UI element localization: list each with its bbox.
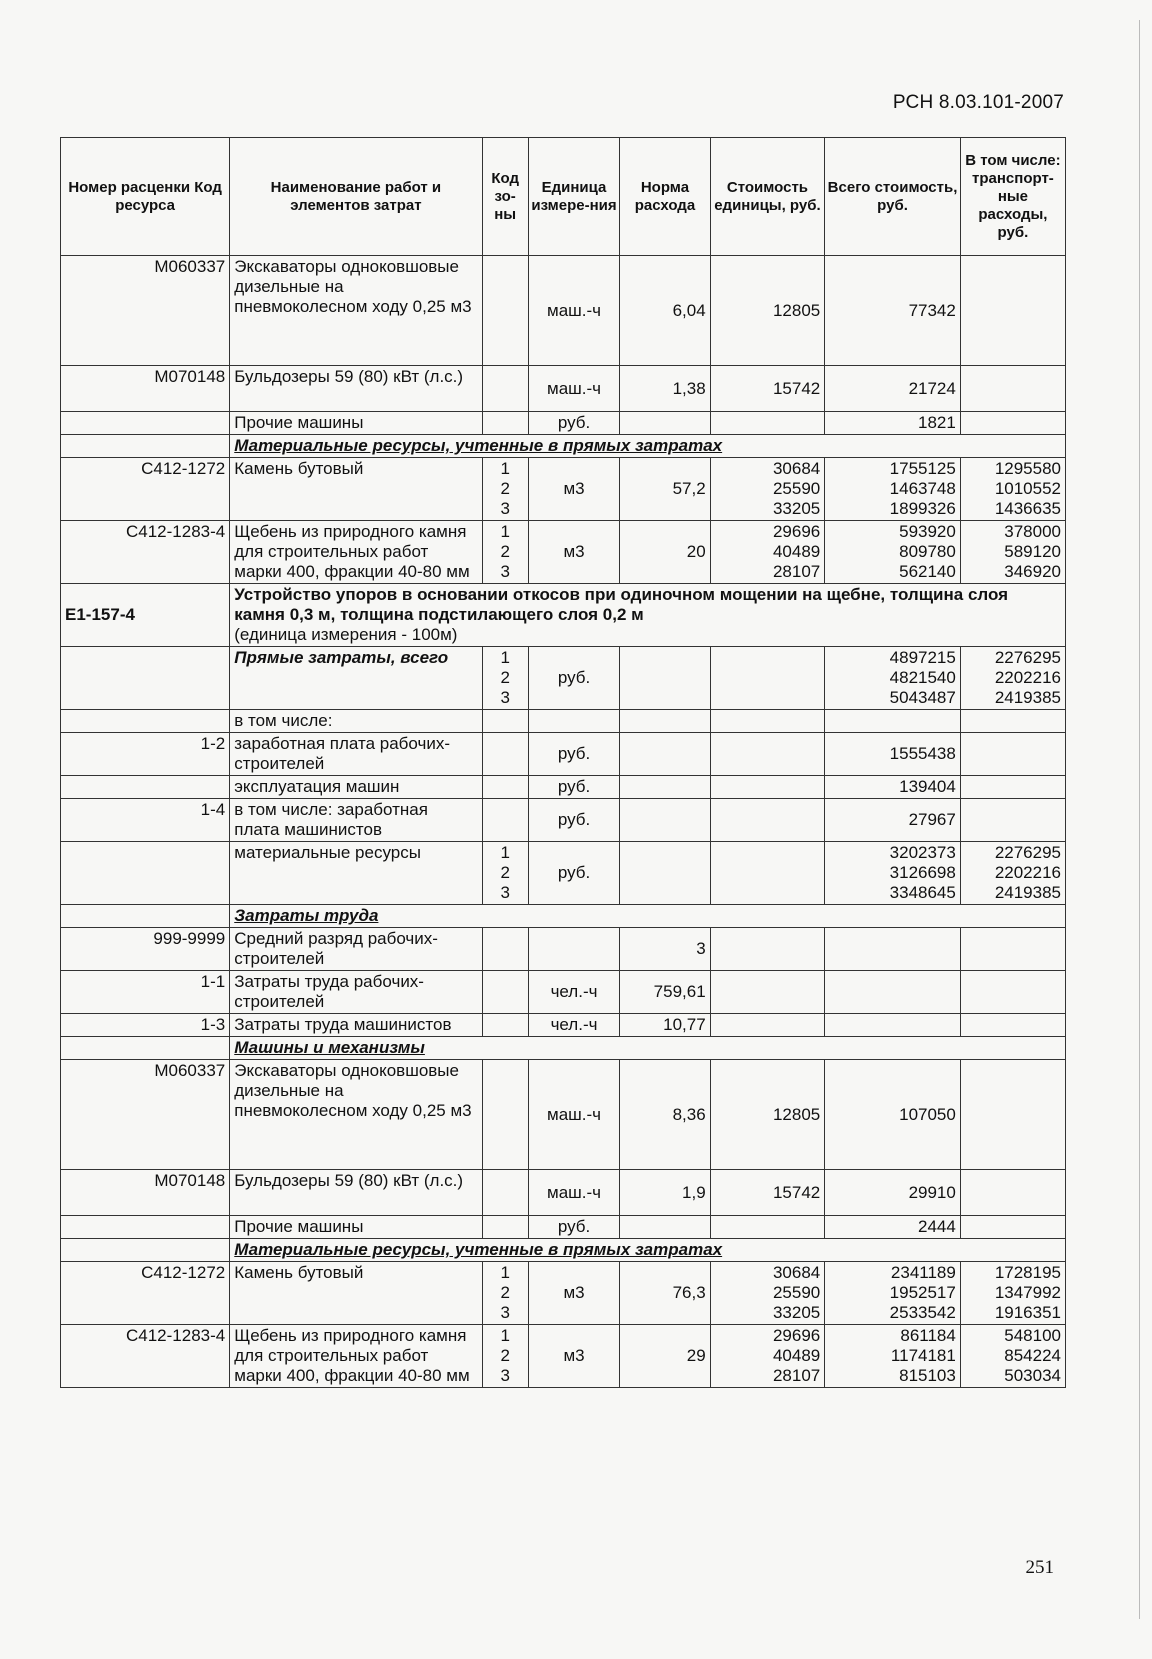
total-cell (825, 928, 961, 971)
total-cell: 2444 (825, 1216, 961, 1239)
resource-name: Затраты труда рабочих-строителей (230, 971, 482, 1014)
norm-cell (620, 776, 710, 799)
section-row (61, 905, 1066, 928)
unit-cell: маш.-ч (528, 1060, 619, 1170)
norm-cell (620, 733, 710, 776)
zone-value: 2 (500, 1346, 510, 1365)
resource-name: Экскаваторы одноковшовые дизельные на пневмоколесном ходу 0,25 м3 (230, 256, 482, 366)
resource-name: в том числе: (230, 710, 482, 733)
total-value: 2341189 (890, 1263, 956, 1282)
unit-cell: руб. (528, 412, 619, 435)
transport-value: 1347992 (994, 1283, 1061, 1302)
table-row (61, 647, 1066, 710)
unit-cell: маш.-ч (528, 1170, 619, 1216)
price-cell (710, 971, 825, 1014)
col-header-unit: Единица измере-ния (528, 138, 619, 256)
section-row (61, 435, 1066, 458)
price-value: 29696 (772, 1326, 821, 1345)
col-header-code: Номер расценки Код ресурса (61, 138, 230, 256)
total-value: 4821540 (889, 668, 956, 687)
table-header-row (61, 138, 1066, 256)
norm-cell (620, 710, 710, 733)
transport-cell (960, 256, 1065, 366)
resource-code: М060337 (61, 1060, 230, 1170)
transport-value: 2276295 (994, 843, 1061, 862)
price-cell: 12805 (710, 1060, 825, 1170)
transport-value: 854224 (1004, 1346, 1061, 1365)
transport-value: 589120 (1004, 542, 1061, 561)
unit-cell (528, 710, 619, 733)
unit-cell: м3 (528, 458, 619, 521)
price-value: 30684 (772, 459, 821, 478)
zone-value: 3 (500, 883, 510, 902)
resource-name: эксплуатация машин (230, 776, 482, 799)
unit-cell: чел.-ч (528, 971, 619, 1014)
total-cell: 77342 (825, 256, 961, 366)
zone-value: 2 (500, 863, 510, 882)
resource-name: Средний разряд рабочих-строителей (230, 928, 482, 971)
unit-cell: руб. (528, 647, 619, 710)
transport-cell (960, 842, 1065, 905)
col-header-name: Наименование работ и элементов затрат (230, 138, 482, 256)
col-header-transport: В том числе: транспорт-ные расходы, руб. (960, 138, 1065, 256)
zone-cell (482, 1216, 528, 1239)
resource-code (61, 412, 230, 435)
resource-name: Экскаваторы одноковшовые дизельные на пневмоколесном ходу 0,25 м3 (230, 1060, 482, 1170)
price-value: 25590 (772, 1283, 821, 1302)
price-value: 28107 (772, 1366, 821, 1385)
page-edge-line (1139, 20, 1140, 1619)
zone-cell (482, 1170, 528, 1216)
zone-value: 3 (500, 499, 510, 518)
total-value: 4897215 (889, 648, 956, 667)
section-row (61, 1239, 1066, 1262)
resource-code: М070148 (61, 366, 230, 412)
total-cell (825, 1014, 961, 1037)
transport-value: 1916351 (994, 1303, 1061, 1322)
norm-cell: 1,9 (620, 1170, 710, 1216)
unit-cell: чел.-ч (528, 1014, 619, 1037)
total-value: 3202373 (889, 843, 956, 862)
price-cell (710, 799, 825, 842)
zone-cell (482, 1060, 528, 1170)
total-value: 861184 (900, 1326, 956, 1345)
resource-code: С412-1283-4 (61, 521, 230, 584)
total-value: 1755125 (889, 459, 956, 478)
price-cell (710, 776, 825, 799)
resource-code (61, 647, 230, 710)
total-cell (825, 1262, 961, 1325)
price-cell (710, 733, 825, 776)
col-header-zone: Код зо-ны (482, 138, 528, 256)
resource-name: Щебень из природного камня для строительных работ марки 400, фракции 40-80 мм (230, 521, 482, 584)
total-value: 809780 (899, 542, 956, 561)
transport-value: 2202216 (994, 668, 1061, 687)
norm-cell: 6,04 (620, 256, 710, 366)
resource-code (61, 1216, 230, 1239)
price-value: 33205 (772, 499, 821, 518)
transport-value: 378000 (1004, 522, 1061, 541)
table-row (61, 842, 1066, 905)
total-cell (825, 521, 961, 584)
norm-cell: 10,77 (620, 1014, 710, 1037)
resource-name: Прочие машины (230, 412, 482, 435)
resource-name: Камень бутовый (230, 458, 482, 521)
table-row (61, 799, 1066, 842)
table-row (61, 1262, 1066, 1325)
total-value: 562140 (899, 562, 956, 581)
table-row (61, 1170, 1066, 1216)
transport-value: 1436635 (994, 499, 1061, 518)
unit-cell: руб. (528, 733, 619, 776)
transport-cell (960, 928, 1065, 971)
price-value: 29696 (772, 522, 821, 541)
transport-cell (960, 1060, 1065, 1170)
section-code-cell (61, 1239, 230, 1262)
transport-value: 1295580 (994, 459, 1061, 478)
resource-name: Камень бутовый (230, 1262, 482, 1325)
resource-name: Затраты труда машинистов (230, 1014, 482, 1037)
norm-cell (620, 842, 710, 905)
zone-cell (482, 710, 528, 733)
zone-value: 2 (500, 542, 510, 561)
price-value: 40489 (772, 542, 821, 561)
zone-cell (482, 1262, 528, 1325)
table-row (61, 710, 1066, 733)
page-number: 251 (1025, 1557, 1054, 1578)
table-row (61, 458, 1066, 521)
estimate-title: Устройство упоров в основании откосов при одиночном мощении на щебне, толщина слоя камня 0,3 м, толщина подстилающего слоя 0,2 м (234, 585, 1009, 624)
price-cell: 15742 (710, 366, 825, 412)
price-cell: 15742 (710, 1170, 825, 1216)
norm-cell (620, 647, 710, 710)
section-code-cell (61, 905, 230, 928)
table-row (61, 521, 1066, 584)
resource-name: в том числе: заработная плата машинистов (230, 799, 482, 842)
price-cell (710, 928, 825, 971)
norm-cell: 3 (620, 928, 710, 971)
transport-cell (960, 733, 1065, 776)
total-cell (825, 647, 961, 710)
zone-cell (482, 521, 528, 584)
transport-cell (960, 521, 1065, 584)
price-cell (710, 842, 825, 905)
unit-cell: руб. (528, 842, 619, 905)
norm-cell: 759,61 (620, 971, 710, 1014)
resource-code: С412-1272 (61, 458, 230, 521)
page-header: РСН 8.03.101-2007 (892, 92, 1064, 113)
transport-cell (960, 776, 1065, 799)
total-value: 1463748 (889, 479, 956, 498)
col-header-price: Стоимость единицы, руб. (710, 138, 825, 256)
resource-name: Бульдозеры 59 (80) кВт (л.с.) (230, 1170, 482, 1216)
transport-value: 2419385 (994, 883, 1061, 902)
resource-name: Бульдозеры 59 (80) кВт (л.с.) (230, 366, 482, 412)
estimate-code: Е1-157-4 (61, 584, 230, 647)
zone-cell (482, 928, 528, 971)
total-value: 5043487 (889, 688, 956, 707)
total-cell: 21724 (825, 366, 961, 412)
zone-cell (482, 733, 528, 776)
price-cell (710, 1262, 825, 1325)
transport-cell (960, 710, 1065, 733)
table-row (61, 1325, 1066, 1388)
price-cell (710, 458, 825, 521)
transport-cell (960, 1014, 1065, 1037)
zone-cell (482, 256, 528, 366)
col-header-total: Всего стоимость, руб. (825, 138, 961, 256)
section-row (61, 1037, 1066, 1060)
total-cell (825, 458, 961, 521)
price-cell (710, 521, 825, 584)
table-row (61, 1216, 1066, 1239)
resource-name: материальные ресурсы (230, 842, 482, 905)
transport-value: 2202216 (994, 863, 1061, 882)
total-value: 1899326 (889, 499, 956, 518)
unit-cell: маш.-ч (528, 256, 619, 366)
transport-value: 2419385 (994, 688, 1061, 707)
resource-code: М060337 (61, 256, 230, 366)
price-value: 28107 (772, 562, 821, 581)
price-cell (710, 647, 825, 710)
norm-cell: 76,3 (620, 1262, 710, 1325)
transport-value: 503034 (1004, 1366, 1061, 1385)
section-title: Материальные ресурсы, учтенные в прямых затратах (230, 1239, 1066, 1262)
transport-cell (960, 799, 1065, 842)
transport-value: 548100 (1004, 1326, 1061, 1345)
transport-cell (960, 412, 1065, 435)
section-title: Затраты труда (230, 905, 1066, 928)
section-title: Машины и механизмы (230, 1037, 1066, 1060)
table-row (61, 1060, 1066, 1170)
section-code-cell (61, 1037, 230, 1060)
estimate-title-row (61, 584, 1066, 647)
zone-value: 2 (500, 479, 510, 498)
zone-cell (482, 412, 528, 435)
resource-code: С412-1283-4 (61, 1325, 230, 1388)
zone-value: 1 (500, 843, 510, 862)
rates-table (60, 137, 1066, 1388)
unit-cell: м3 (528, 1325, 619, 1388)
col-header-norm: Норма расхода (620, 138, 710, 256)
norm-cell: 8,36 (620, 1060, 710, 1170)
resource-code: 1-1 (61, 971, 230, 1014)
total-value: 3126698 (889, 863, 956, 882)
resource-name: Прочие машины (230, 1216, 482, 1239)
total-cell: 107050 (825, 1060, 961, 1170)
price-value: 33205 (772, 1303, 821, 1322)
transport-value: 2276295 (994, 648, 1061, 667)
table-row (61, 971, 1066, 1014)
table-row (61, 366, 1066, 412)
resource-code: С412-1272 (61, 1262, 230, 1325)
resource-code (61, 710, 230, 733)
resource-code: 1-2 (61, 733, 230, 776)
zone-cell (482, 458, 528, 521)
zone-cell (482, 1014, 528, 1037)
table-row (61, 733, 1066, 776)
total-cell (825, 1325, 961, 1388)
norm-cell: 57,2 (620, 458, 710, 521)
transport-cell (960, 1325, 1065, 1388)
price-cell (710, 1325, 825, 1388)
transport-cell (960, 971, 1065, 1014)
section-title: Материальные ресурсы, учтенные в прямых затратах (230, 435, 1066, 458)
table-row (61, 776, 1066, 799)
section-code-cell (61, 435, 230, 458)
zone-value: 2 (500, 1283, 510, 1302)
transport-cell (960, 1170, 1065, 1216)
unit-cell: руб. (528, 799, 619, 842)
transport-value: 1728195 (994, 1263, 1061, 1282)
resource-name: заработная плата рабочих-строителей (230, 733, 482, 776)
resource-code: 1-3 (61, 1014, 230, 1037)
resource-code: М070148 (61, 1170, 230, 1216)
transport-cell (960, 1216, 1065, 1239)
table-row (61, 1014, 1066, 1037)
resource-code (61, 842, 230, 905)
total-cell: 29910 (825, 1170, 961, 1216)
zone-value: 2 (500, 668, 510, 687)
total-value: 1952517 (889, 1283, 956, 1302)
norm-cell (620, 412, 710, 435)
price-cell: 12805 (710, 256, 825, 366)
zone-value: 1 (500, 648, 510, 667)
unit-cell: м3 (528, 521, 619, 584)
resource-code (61, 776, 230, 799)
total-cell: 27967 (825, 799, 961, 842)
zone-cell (482, 366, 528, 412)
unit-cell (528, 928, 619, 971)
zone-value: 1 (500, 522, 510, 541)
transport-value: 1010552 (994, 479, 1061, 498)
total-value: 3348645 (889, 883, 956, 902)
transport-value: 346920 (1004, 562, 1061, 581)
zone-value: 3 (500, 1366, 510, 1385)
total-cell: 1555438 (825, 733, 961, 776)
total-cell (825, 842, 961, 905)
norm-cell: 29 (620, 1325, 710, 1388)
table-row (61, 256, 1066, 366)
price-cell (710, 710, 825, 733)
estimate-unit-note: (единица измерения - 100м) (234, 625, 458, 644)
table-row (61, 412, 1066, 435)
estimate-title-cell (230, 584, 1066, 647)
zone-cell (482, 776, 528, 799)
total-cell: 1821 (825, 412, 961, 435)
resource-name: Прямые затраты, всего (230, 647, 482, 710)
zone-cell (482, 1325, 528, 1388)
zone-value: 1 (500, 1263, 510, 1282)
transport-cell (960, 366, 1065, 412)
price-cell (710, 412, 825, 435)
total-cell: 139404 (825, 776, 961, 799)
zone-value: 3 (500, 562, 510, 581)
zone-value: 3 (500, 688, 510, 707)
norm-cell (620, 1216, 710, 1239)
total-cell (825, 971, 961, 1014)
unit-cell: руб. (528, 1216, 619, 1239)
transport-cell (960, 647, 1065, 710)
total-cell (825, 710, 961, 733)
price-cell (710, 1014, 825, 1037)
norm-cell: 20 (620, 521, 710, 584)
norm-cell (620, 799, 710, 842)
zone-cell (482, 971, 528, 1014)
zone-cell (482, 842, 528, 905)
price-value: 30684 (772, 1263, 821, 1282)
table-row (61, 928, 1066, 971)
resource-code: 1-4 (61, 799, 230, 842)
norm-cell: 1,38 (620, 366, 710, 412)
total-value: 2533542 (889, 1303, 956, 1322)
total-value: 815103 (899, 1366, 956, 1385)
transport-cell (960, 458, 1065, 521)
total-value: 593920 (899, 522, 956, 541)
unit-cell: м3 (528, 1262, 619, 1325)
total-value: 1174181 (890, 1346, 956, 1365)
zone-value: 1 (500, 459, 510, 478)
price-value: 40489 (772, 1346, 821, 1365)
zone-value: 1 (500, 1326, 510, 1345)
transport-cell (960, 1262, 1065, 1325)
price-cell (710, 1216, 825, 1239)
unit-cell: маш.-ч (528, 366, 619, 412)
resource-code: 999-9999 (61, 928, 230, 971)
resource-name: Щебень из природного камня для строительных работ марки 400, фракции 40-80 мм (230, 1325, 482, 1388)
price-value: 25590 (772, 479, 821, 498)
unit-cell: руб. (528, 776, 619, 799)
zone-cell (482, 799, 528, 842)
zone-value: 3 (500, 1303, 510, 1322)
zone-cell (482, 647, 528, 710)
